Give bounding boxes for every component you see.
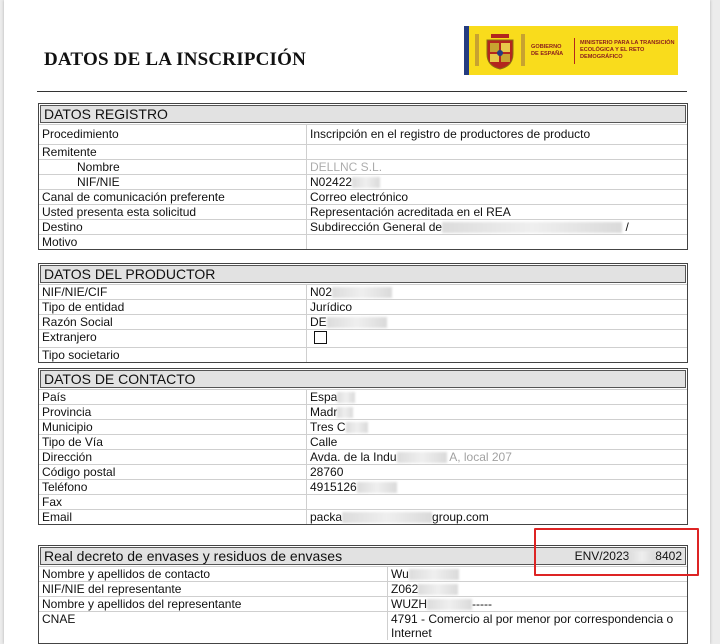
field-label: Nombre — [39, 160, 307, 174]
field-label: Canal de comunicación preferente — [39, 190, 307, 204]
section-title: DATOS REGISTRO — [44, 106, 168, 122]
redacted-area — [337, 407, 353, 418]
row-presenta — [39, 204, 687, 219]
registration-code-suffix: 8402 — [655, 549, 682, 563]
field-label: Usted presenta esta solicitud — [39, 205, 307, 219]
row-fax — [39, 494, 687, 509]
field-value: Wu — [391, 567, 409, 581]
field-label: Remitente — [39, 145, 307, 159]
row-cnae — [39, 611, 687, 640]
field-value: Avda. de la Indu — [310, 450, 397, 464]
section-datos-registro — [38, 103, 688, 250]
field-value: DELLNC S.L. — [310, 160, 383, 174]
section-datos-productor — [38, 263, 688, 363]
field-value-suffix: / — [625, 220, 629, 234]
field-label: País — [39, 390, 307, 404]
field-label: Teléfono — [39, 480, 307, 494]
row-tipo-entidad — [39, 299, 687, 314]
redacted-area — [418, 584, 458, 595]
redacted-area — [442, 222, 622, 233]
row-municipio — [39, 419, 687, 434]
row-destino — [39, 219, 687, 234]
field-value: N02422 — [310, 175, 353, 189]
field-label: Motivo — [39, 235, 307, 249]
row-provincia — [39, 404, 687, 419]
field-value — [307, 235, 687, 249]
field-label: Nombre y apellidos de contacto — [39, 567, 388, 581]
field-value: DE — [310, 315, 327, 329]
field-value: Tres C — [310, 420, 346, 434]
field-label: Provincia — [39, 405, 307, 419]
field-label: Código postal — [39, 465, 307, 479]
redacted-area — [352, 177, 380, 188]
redacted-area — [337, 392, 355, 403]
section-title: Real decreto de envases y residuos de envases — [44, 548, 343, 564]
row-email — [39, 509, 687, 524]
field-value: Espa — [310, 390, 338, 404]
field-label: Extranjero — [39, 330, 307, 347]
field-value-suffix: A, local 207 — [449, 450, 512, 464]
field-label: Procedimiento — [39, 125, 307, 144]
field-label: Tipo de entidad — [39, 300, 307, 314]
field-label: Tipo societario — [39, 348, 307, 362]
row-nombre — [39, 159, 687, 174]
field-value: Correo electrónico — [310, 190, 409, 204]
row-nombre-representante — [39, 596, 687, 611]
field-value: Calle — [310, 435, 338, 449]
section-header — [40, 370, 686, 388]
page-title: DATOS DE LA INSCRIPCIÓN — [44, 49, 307, 70]
redacted-area — [357, 482, 397, 493]
field-value: N02 — [310, 285, 333, 299]
section-title: DATOS DEL PRODUCTOR — [44, 266, 216, 282]
field-value: Representación acreditada en el REA — [310, 205, 511, 219]
row-remitente — [39, 144, 687, 159]
field-value: Jurídico — [310, 300, 353, 314]
field-value — [307, 348, 687, 362]
section-title: DATOS DE CONTACTO — [44, 371, 196, 387]
row-telefono — [39, 479, 687, 494]
coat-of-arms-icon — [469, 26, 531, 75]
field-value — [307, 495, 687, 509]
title-divider — [37, 91, 687, 92]
field-label: Dirección — [39, 450, 307, 464]
redacted-area — [346, 422, 368, 433]
redacted-area — [342, 512, 432, 523]
extranjero-checkbox[interactable] — [314, 331, 327, 344]
section-header — [40, 105, 686, 123]
field-value: 4915126 — [310, 480, 357, 494]
field-value: 4791 - Comercio al por menor por correspondencia o Internet — [391, 612, 674, 640]
field-label: CNAE — [39, 612, 388, 640]
registration-code-prefix: ENV/2023 — [574, 549, 630, 563]
row-nif-cif — [39, 284, 687, 299]
field-value: Inscripción en el registro de productores de producto — [310, 127, 591, 141]
row-nif — [39, 174, 687, 189]
government-logo — [464, 26, 678, 75]
field-label: Email — [39, 510, 307, 524]
field-value: WUZH — [391, 597, 427, 611]
row-procedimiento — [39, 124, 687, 144]
row-nif-representante — [39, 581, 687, 596]
field-label: NIF/NIE del representante — [39, 582, 388, 596]
field-value-suffix: group.com — [432, 510, 489, 524]
redacted-area — [332, 287, 392, 298]
row-canal — [39, 189, 687, 204]
row-tipo-via — [39, 434, 687, 449]
section-datos-contacto — [38, 368, 688, 525]
row-extranjero — [39, 329, 687, 347]
redacted-area — [409, 569, 459, 580]
section-header — [40, 265, 686, 283]
row-razon-social — [39, 314, 687, 329]
field-value: Subdirección General de — [310, 220, 443, 234]
logo-ministerio-text: MINISTERIO PARA LA TRANSICIÓN ECOLÓGICA Y EL RETO DEMOGRÁFICO — [580, 40, 675, 60]
redacted-area — [427, 599, 472, 610]
field-label: Municipio — [39, 420, 307, 434]
row-direccion — [39, 449, 687, 464]
field-value: 28760 — [310, 465, 344, 479]
row-codigo-postal — [39, 464, 687, 479]
row-pais — [39, 389, 687, 404]
field-value-suffix: ----- — [472, 597, 492, 611]
field-label: Destino — [39, 220, 307, 234]
red-highlight-box — [534, 528, 699, 576]
field-value: packa — [310, 510, 343, 524]
redacted-area — [397, 452, 447, 463]
field-label: Nombre y apellidos del representante — [39, 597, 388, 611]
redacted-area — [327, 317, 387, 328]
row-tipo-societario — [39, 347, 687, 362]
field-label: Tipo de Vía — [39, 435, 307, 449]
field-label: Fax — [39, 495, 307, 509]
field-label: NIF/NIE — [39, 175, 307, 189]
document-page — [4, 0, 710, 644]
field-label: Razón Social — [39, 315, 307, 329]
field-value: Z062 — [391, 582, 419, 596]
row-motivo — [39, 234, 687, 249]
field-value: Madr — [310, 405, 338, 419]
field-label: NIF/NIE/CIF — [39, 285, 307, 299]
logo-gobierno-text: GOBIERNO DE ESPAÑA — [531, 38, 575, 64]
